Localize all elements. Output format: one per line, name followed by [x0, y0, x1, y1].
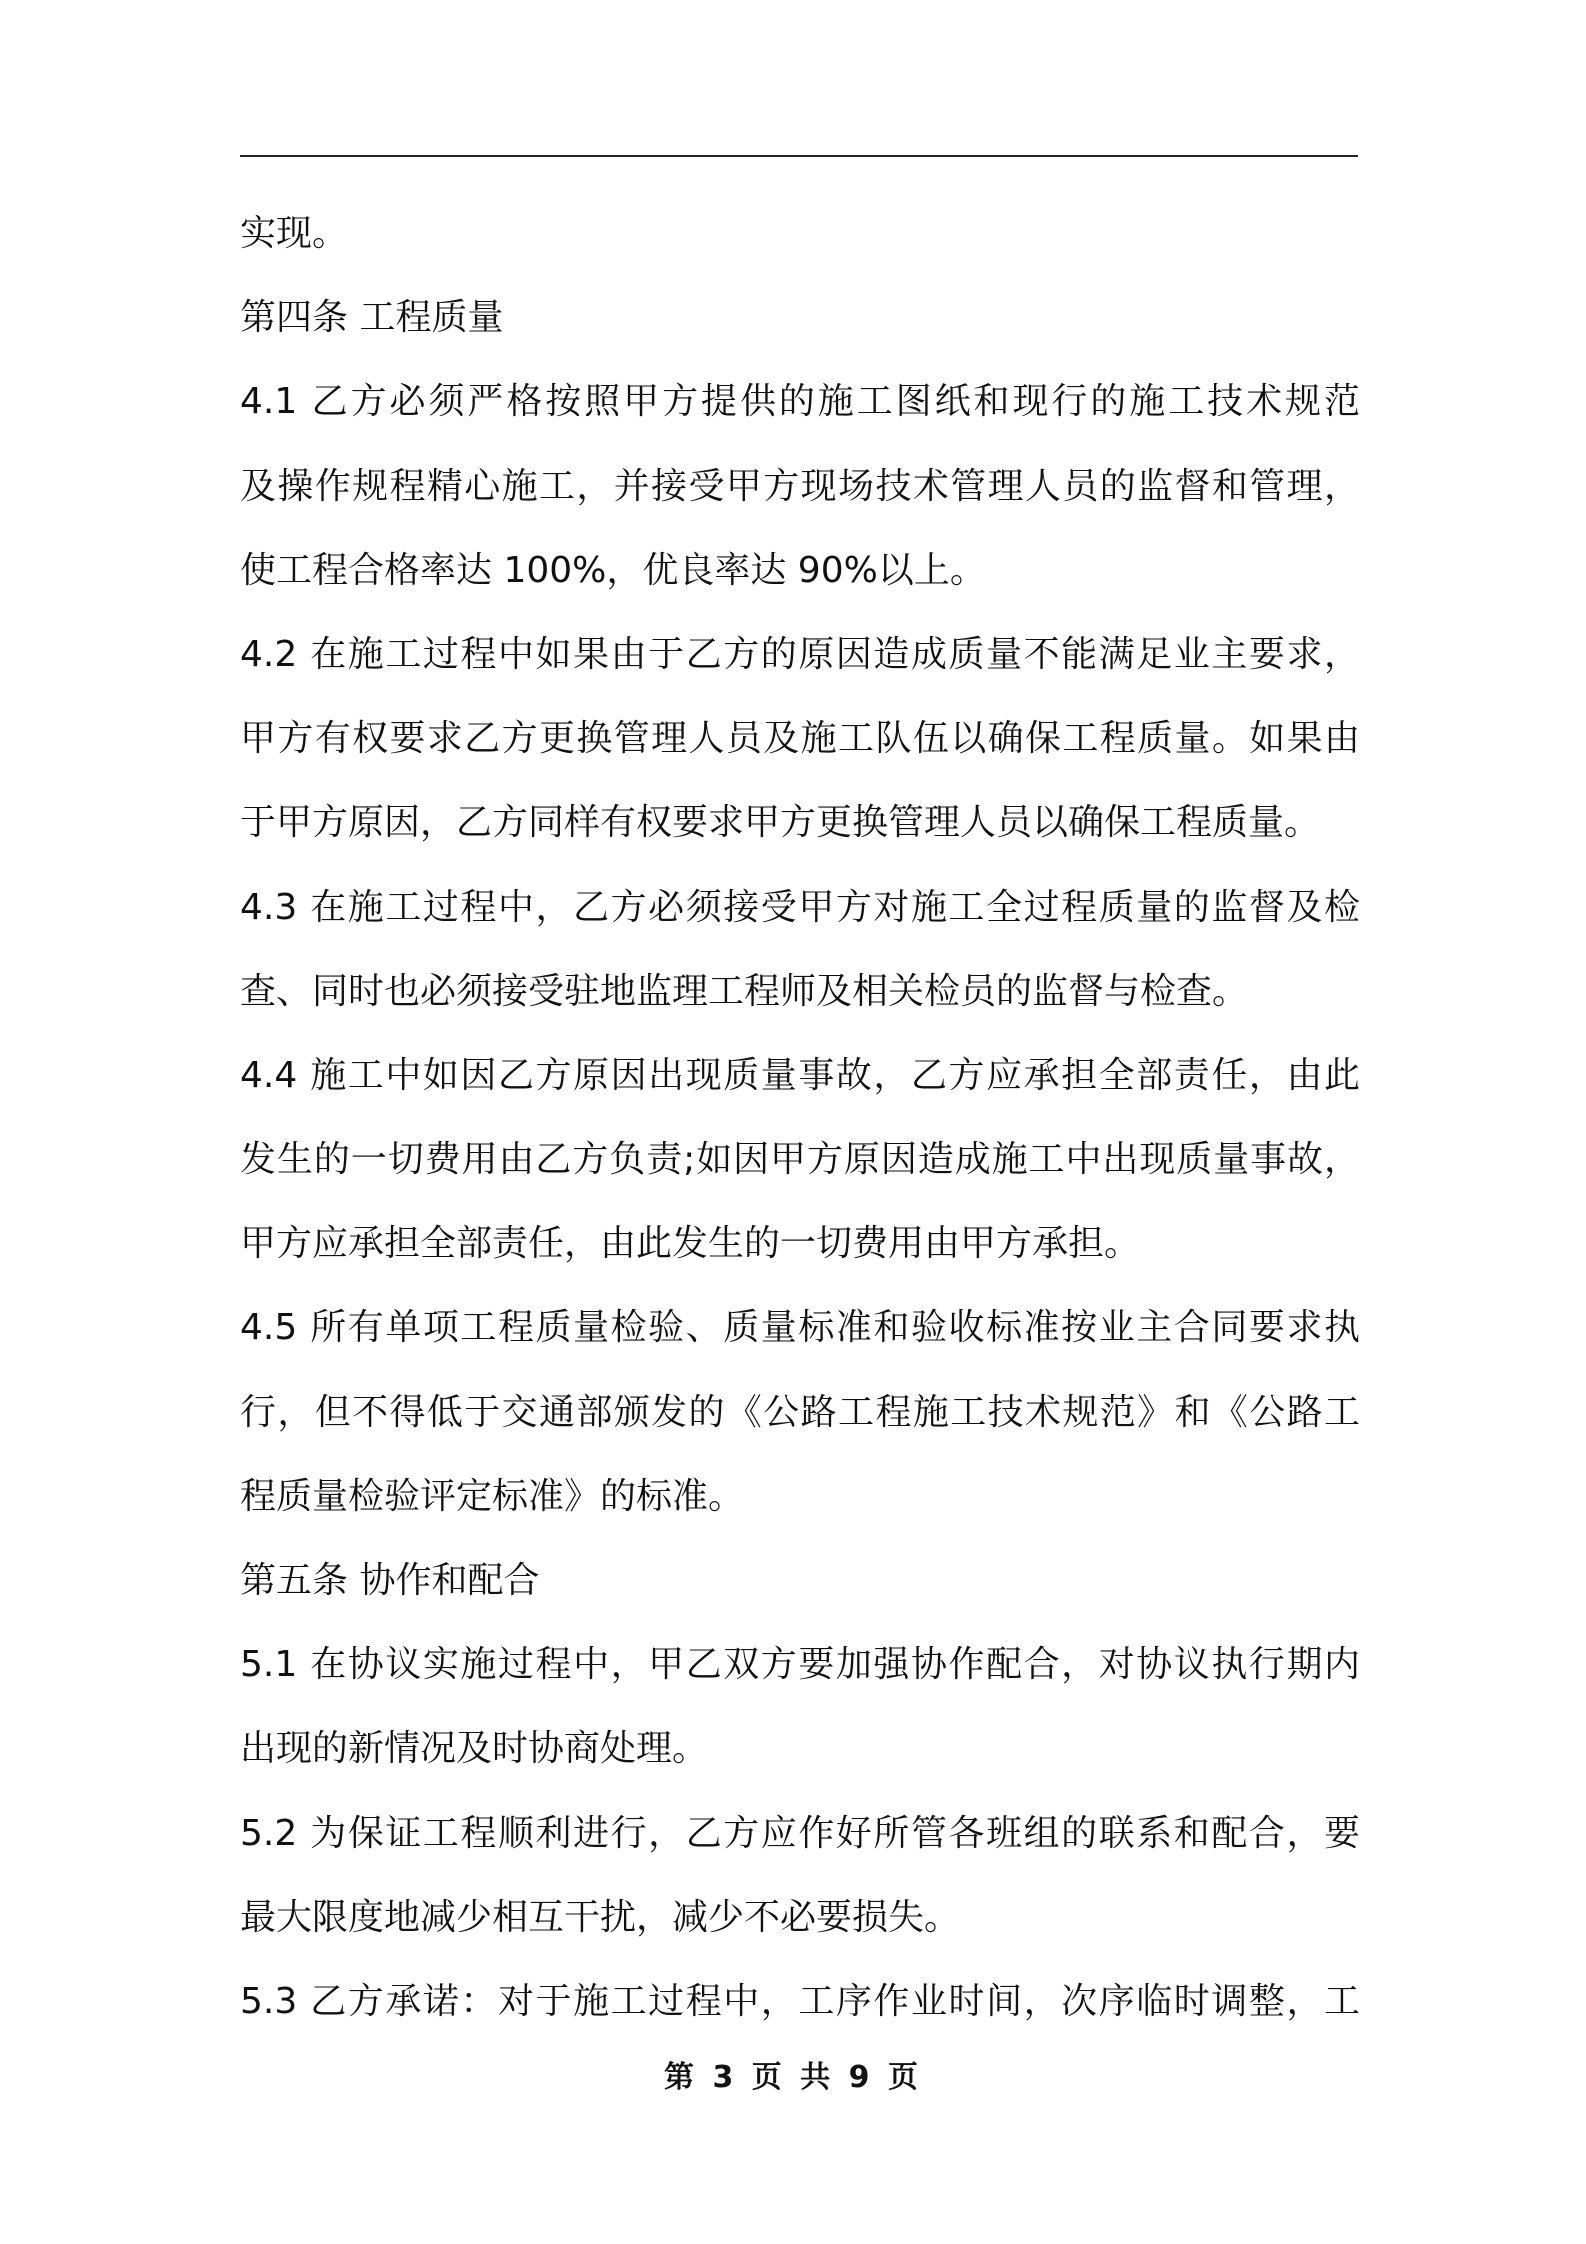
text-line: 于甲方原因，乙方同样有权要求甲方更换管理人员以确保工程质量。: [240, 802, 1321, 844]
text-line: 甲方应承担全部责任，由此发生的一切费用由甲方承担。: [240, 1223, 1141, 1265]
header-rule: [240, 155, 1358, 157]
text-line: 发生的一切费用由乙方负责;如因甲方原因造成施工中出现质量事故，: [240, 1139, 1360, 1181]
text-line: 程质量检验评定标准》的标准。: [240, 1475, 745, 1517]
article-heading: 第五条 协作和配合: [240, 1560, 540, 1601]
text-line: 使工程合格率达 100%，优良率达 90%以上。: [240, 549, 986, 591]
text-line: 出现的新情况及时协商处理。: [240, 1728, 709, 1770]
text-line: 4.2 在施工过程中如果由于乙方的原因造成质量不能满足业主要求，: [240, 633, 1360, 675]
text-line: 查、同时也必须接受驻地监理工程师及相关检员的监督与检查。: [240, 970, 1249, 1012]
text-line: 5.3 乙方承诺：对于施工过程中，工序作业时间，次序临时调整，工: [240, 1980, 1360, 2022]
text-line: 5.2 为保证工程顺利进行，乙方应作好所管各班组的联系和配合，要: [240, 1812, 1360, 1854]
text-line: 行，但不得低于交通部颁发的《公路工程施工技术规范》和《公路工: [240, 1391, 1360, 1433]
text-line: 4.5 所有单项工程质量检验、质量标准和验收标准按业主合同要求执: [240, 1307, 1360, 1349]
text-line: 4.4 施工中如因乙方原因出现质量事故，乙方应承担全部责任，由此: [240, 1054, 1360, 1096]
text-line: 最大限度地减少相互干扰，减少不必要损失。: [240, 1896, 961, 1938]
page-number-footer: 第 3 页 共 9 页: [664, 2060, 922, 2095]
text-line: 及操作规程精心施工，并接受甲方现场技术管理人员的监督和管理，: [240, 465, 1360, 507]
text-line: 甲方有权要求乙方更换管理人员及施工队伍以确保工程质量。如果由: [240, 718, 1360, 760]
text-line: 实现。: [240, 213, 349, 254]
document-body: [240, 192, 1360, 2044]
text-line: 4.3 在施工过程中，乙方必须接受甲方对施工全过程质量的监督及检: [240, 886, 1360, 928]
article-heading: 第四条 工程质量: [240, 297, 504, 339]
text-line: 5.1 在协议实施过程中，甲乙双方要加强协作配合，对协议执行期内: [240, 1644, 1360, 1686]
text-line: 4.1 乙方必须严格按照甲方提供的施工图纸和现行的施工技术规范: [240, 381, 1360, 423]
